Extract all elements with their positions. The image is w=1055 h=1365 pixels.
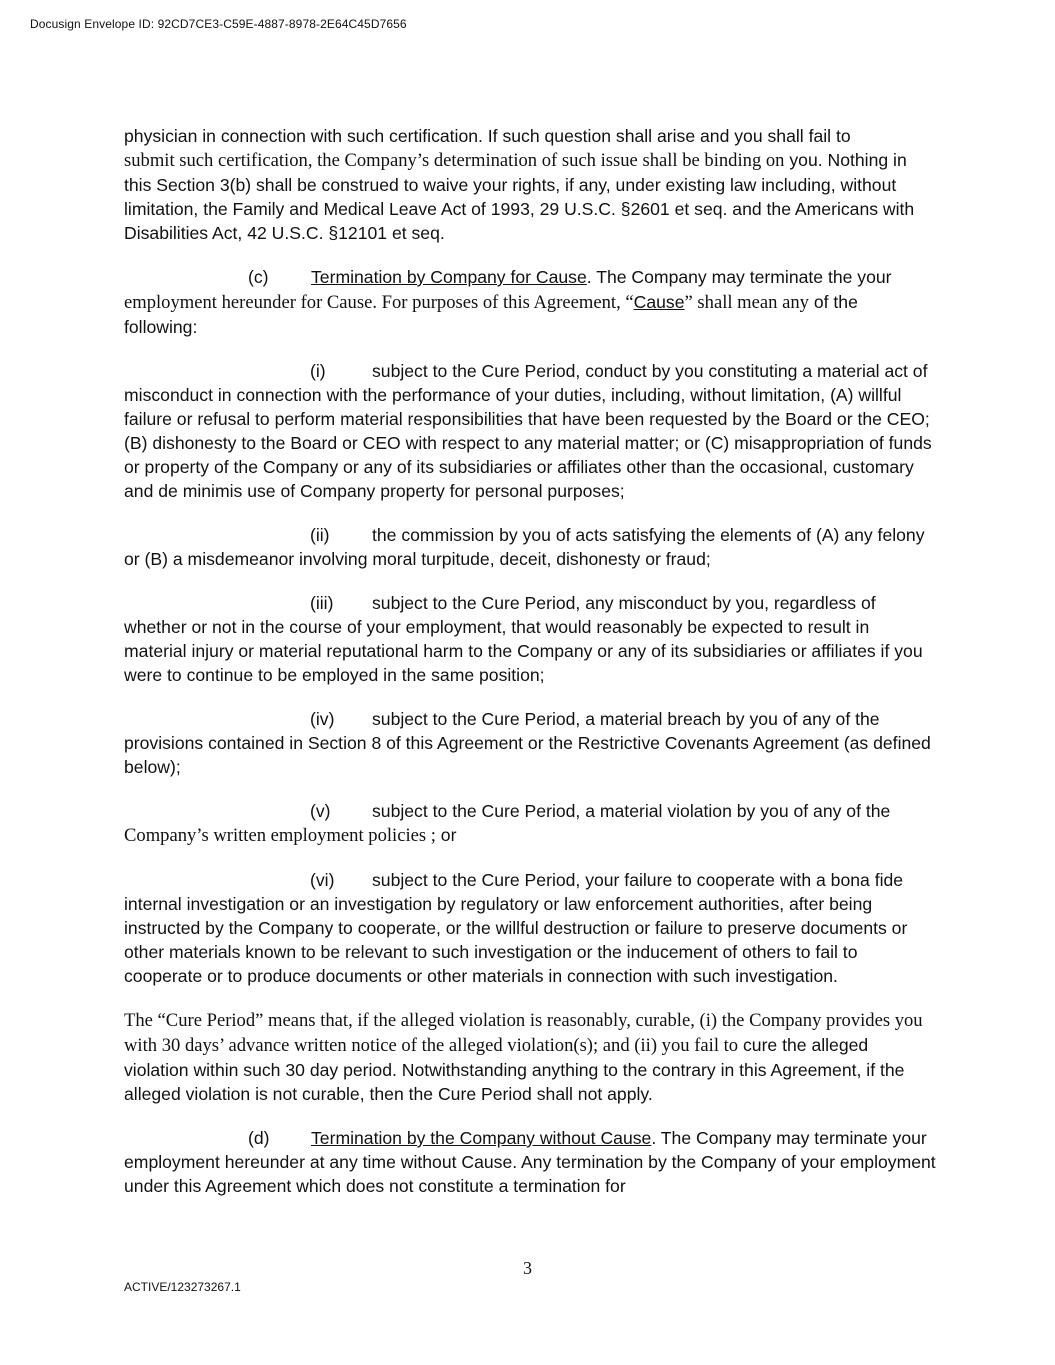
clause-vi — [124, 868, 936, 988]
text: you. Nothing in this Section 3(b) shall be construed to waive your rights, if any, under existing law including, without limitation, the Family and Medical Leave Act of 1993, 29 U.S.C. §2601 et seq. and the Americans with Disabilities Act, 42 U.S.C. §12101 et seq. — [124, 150, 915, 243]
clause-text: subject to the Cure Period, a material breach by you of any of the provisions contained in Section 8 of this Agreement or the Restrictive Covenants Agreement (as defined below); — [124, 709, 931, 777]
clause-number: (iii) — [310, 593, 334, 613]
text: submit such certification, the Company’s determination of such issue shall be binding on — [124, 150, 785, 171]
page-number: 3 — [523, 1258, 532, 1278]
clause-text: Company’s written employment policies ; — [124, 825, 436, 846]
clause-text: subject to the Cure Period, conduct by you constituting a material act of misconduct in connection with the performance of your duties, including, without limitation, (A) willful failure or refusal to perform material responsibilities that have been requested by the Board or the CEO; (B) dishonesty to the Board or CEO with respect to any material matter; or (C) misappropriation of funds or property of the Company or any of its subsidiaries or affiliates other than the occasional, customary and de minimis use of Company property for personal purposes; — [124, 361, 932, 501]
clause-number: (v) — [310, 801, 331, 821]
clause-ii — [124, 523, 936, 571]
text: ” shall mean any — [684, 292, 809, 313]
clause-iv — [124, 707, 936, 779]
text: of the following: — [124, 292, 858, 337]
defined-term: Cause — [633, 292, 685, 312]
clause-v — [124, 799, 936, 848]
paragraph-section-3b-continued — [124, 124, 936, 245]
text: . The Company may terminate the your — [586, 267, 892, 287]
text: cure the alleged violation within such 30 day period. Notwithstanding anything to the contrary in this Agreement, if the alleged violation is not curable, then the Cure Period shall not apply. — [124, 1035, 905, 1104]
text: employment hereunder for Cause. For purposes of this Agreement, “ — [124, 292, 634, 313]
document-body — [124, 124, 936, 1198]
clause-i — [124, 359, 936, 503]
section-heading: Termination by the Company without Cause — [311, 1128, 652, 1148]
clause-number: (ii) — [310, 525, 330, 545]
text: The “Cure Period” means that, if the alleged violation is reasonably, curable, (i) the Company provides you with 30 days’ advance written notice of the alleged violation(s); and (ii) you fail to — [124, 1010, 923, 1056]
clause-text: subject to the Cure Period, your failure to cooperate with a bona fide internal investigation or an investigation by regulatory or law enforcement authorities, after being instructed by the Company to cooperate, or the willful destruction or failure to preserve documents or other materials known to be relevant to such investigation or the inducement of others to fail to cooperate or to produce documents or other materials in connection with such investigation. — [124, 870, 908, 986]
paragraph-section-c — [124, 265, 936, 339]
clause-text: subject to the Cure Period, a material violation by you of any of the — [372, 801, 891, 821]
clause-number: (iv) — [310, 709, 335, 729]
clause-text: subject to the Cure Period, any misconduct by you, regardless of whether or not in the course of your employment, that would reasonably be expected to result in material injury or material reputational harm to the Company or any of its subsidiaries or affiliates if you were to continue to be employed in the same position; — [124, 593, 923, 685]
paragraph-section-d — [124, 1126, 936, 1198]
clause-number: (i) — [310, 361, 326, 381]
text: . The Company may terminate your employment hereunder at any time without Cause. Any termination by the Company of your employment under this Agreement which does not constitute a termination for — [124, 1128, 936, 1196]
clause-text: the commission by you of acts satisfying the elements of (A) any felony or (B) a misdemeanor involving moral turpitude, deceit, dishonesty or fraud; — [124, 525, 925, 569]
document-id: ACTIVE/123273267.1 — [124, 1280, 241, 1294]
section-number: (c) — [248, 267, 269, 287]
text: physician in connection with such certification. If such question shall arise and you shall fail to — [124, 126, 851, 146]
clause-number: (vi) — [310, 870, 335, 890]
paragraph-cure-period — [124, 1008, 936, 1106]
clause-text: or — [435, 825, 457, 845]
clause-iii — [124, 591, 936, 687]
envelope-id: Docusign Envelope ID: 92CD7CE3-C59E-4887-8978-2E64C45D7656 — [30, 17, 407, 31]
section-heading: Termination by Company for Cause — [311, 267, 587, 287]
section-number: (d) — [248, 1128, 270, 1148]
